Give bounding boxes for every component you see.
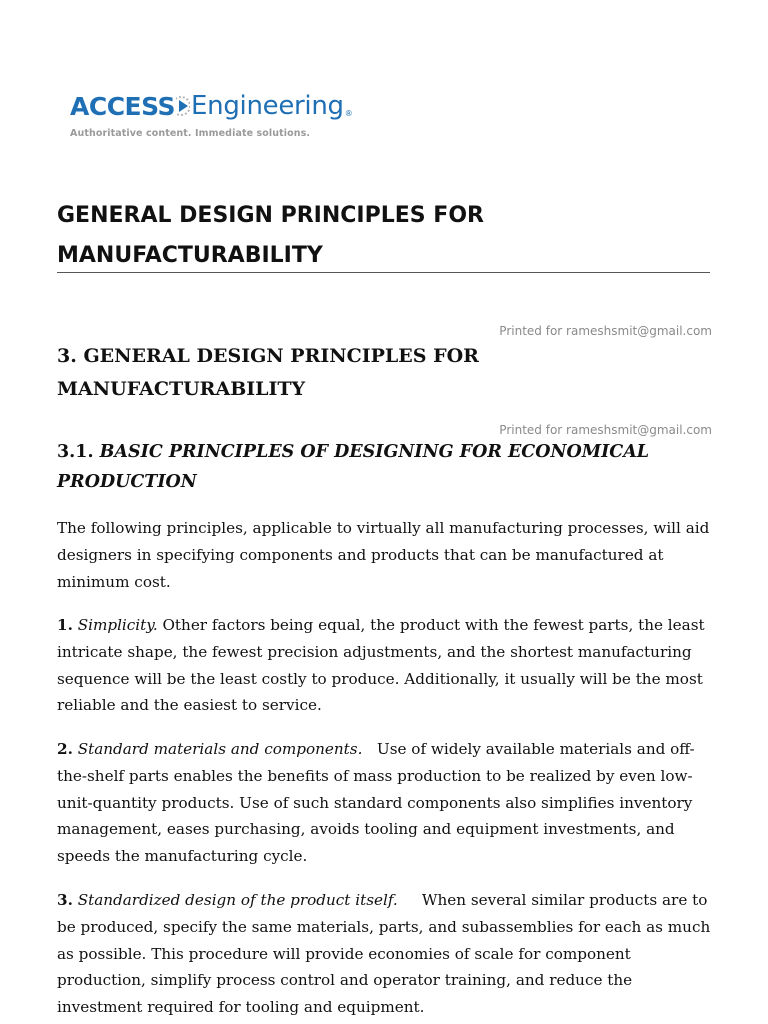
section-heading xyxy=(57,340,717,406)
access-engineering-logo xyxy=(70,84,370,144)
principle-term: Standard materials and components. xyxy=(77,740,363,758)
principle-text: Use of widely available materials and off-the-shelf parts enables the benefits of mass production to be realized by even low-unit-quantity products. Use of such standard components also simplifies inventory management, eases purchasing, avoids tooling and equipment investments, and speeds the manufacturing cycle. xyxy=(57,740,695,866)
principle-text: Other factors being equal, the product with the fewest parts, the least intricate shape, the fewest precision adjustments, and the shortest manufacturing sequence will be the least costly to produce. Additionally, it usually will be the most reliable and the easiest to service. xyxy=(57,616,705,715)
printed-for-notice: Printed for rameshsmit@gmail.com xyxy=(499,324,712,338)
logo-wordmark xyxy=(70,84,370,128)
document-title xyxy=(57,196,717,276)
document-title-line-1: GENERAL DESIGN PRINCIPLES FOR xyxy=(57,203,484,228)
principle-paragraph-standardized-design xyxy=(57,887,717,1021)
intro-paragraph: The following principles, applicable to virtually all manufacturing processes, will aid designers in specifying components and products that can be manufactured at minimum cost. xyxy=(57,519,710,591)
subsection-title-line-2: PRODUCTION xyxy=(57,472,197,492)
subsection-heading xyxy=(57,437,727,497)
principle-number: 3. xyxy=(57,891,73,909)
subsection-title-line-1: BASIC PRINCIPLES OF DESIGNING FOR ECONOMICAL xyxy=(99,442,650,462)
subsection-number: 3.1. xyxy=(57,442,94,462)
title-divider xyxy=(57,272,710,273)
principle-term: Simplicity. xyxy=(77,616,158,634)
principle-number: 1. xyxy=(57,616,73,634)
principle-paragraph-standard-materials xyxy=(57,736,717,870)
principle-number: 2. xyxy=(57,740,73,758)
logo-tagline: Authoritative content. Immediate solutions. xyxy=(70,128,311,139)
document-title-line-2: MANUFACTURABILITY xyxy=(57,243,323,268)
principle-paragraph-simplicity xyxy=(57,612,717,719)
principle-text: When several similar products are to be produced, specify the same materials, parts, and subassemblies for each as much as possible. This procedure will provide economies of scale for component production, simplify process control and operator training, and reduce the investment required for tooling and equipment. xyxy=(57,891,711,1017)
principle-term: Standardized design of the product itself. xyxy=(77,891,398,909)
logo-brand-bold: ACCESS xyxy=(70,91,176,121)
gear-arrow-icon xyxy=(176,91,190,121)
section-heading-line-2: MANUFACTURABILITY xyxy=(57,378,306,400)
logo-brand-light: Engineering xyxy=(191,91,344,121)
printed-for-notice: Printed for rameshsmit@gmail.com xyxy=(499,423,712,437)
section-heading-line-1: 3. GENERAL DESIGN PRINCIPLES FOR xyxy=(57,345,479,367)
registered-mark: ® xyxy=(344,109,353,118)
